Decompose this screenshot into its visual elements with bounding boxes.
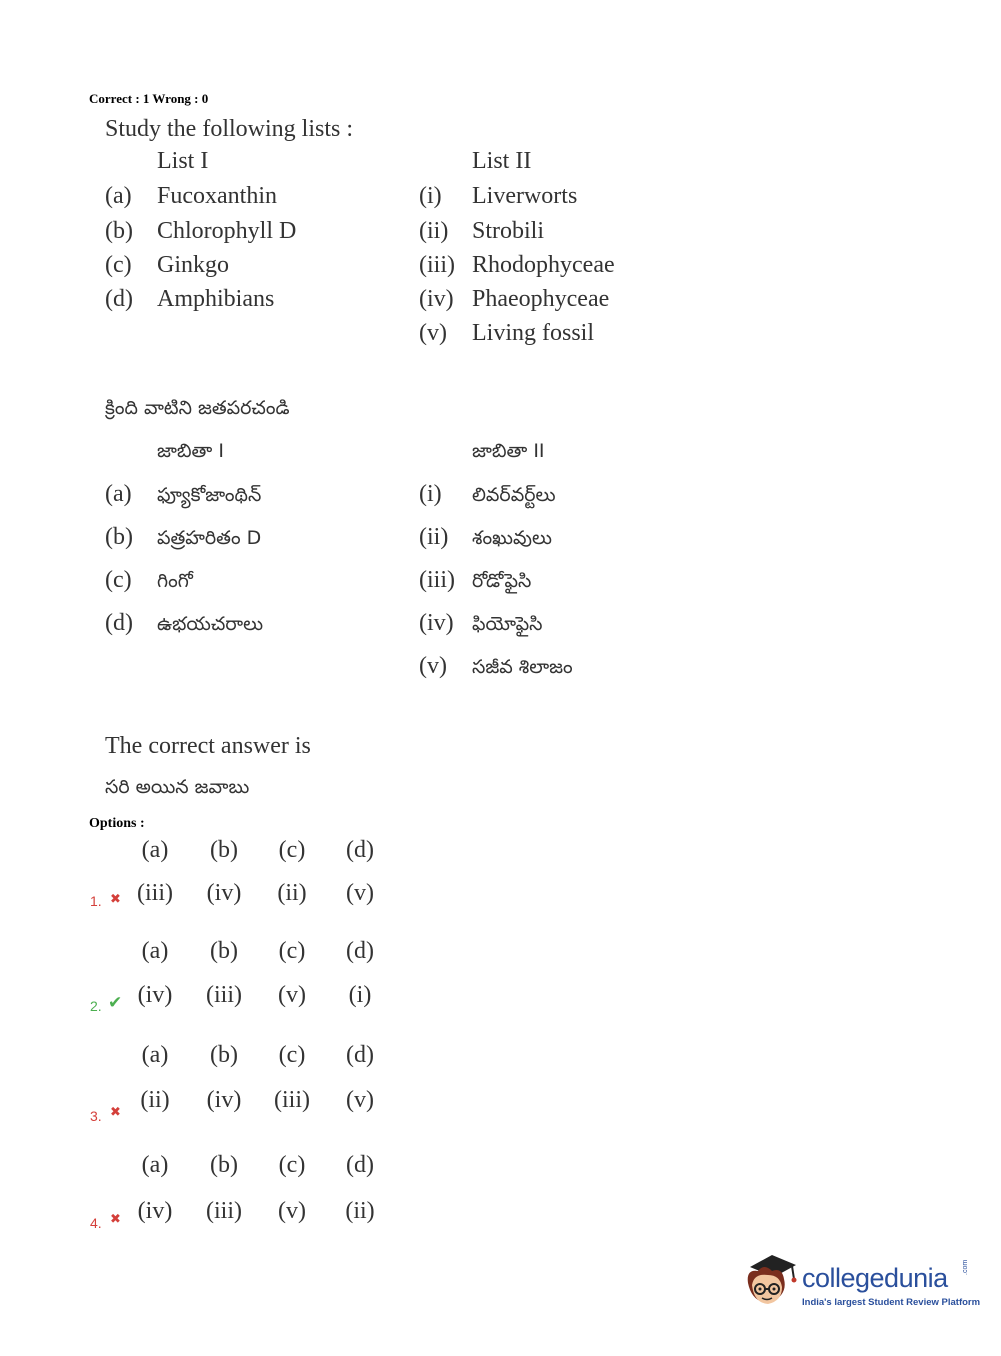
- option-value: (iii): [206, 1198, 242, 1224]
- list1-item: Ginkgo: [157, 252, 229, 278]
- list1-key: (a): [105, 183, 132, 209]
- list2-te-item: ఫియోఫైసి: [472, 613, 543, 635]
- option-header: (a): [141, 1152, 169, 1178]
- option-value: (v): [346, 880, 374, 906]
- option-header: (a): [141, 1042, 169, 1068]
- list1-item: Fucoxanthin: [157, 183, 277, 209]
- option-number: 1.: [90, 893, 102, 909]
- list1-te-key: (b): [105, 524, 133, 550]
- list2-key: (v): [419, 320, 447, 346]
- option-value: (ii): [277, 880, 307, 906]
- list1-te-item: పత్రహరితం D: [157, 527, 262, 549]
- option-header: (d): [346, 1042, 374, 1068]
- list1-te-item: గింగో: [157, 570, 193, 592]
- answer-prompt-te: సరి అయిన జవాబు: [105, 776, 250, 798]
- option-header: (c): [278, 837, 306, 863]
- list1-header-te: జాబితా I: [157, 440, 224, 462]
- option-header: (c): [278, 1152, 306, 1178]
- option-header: (d): [346, 938, 374, 964]
- option-value: (iv): [206, 1087, 242, 1113]
- list1-key: (c): [105, 252, 132, 278]
- score-summary: Correct : 1 Wrong : 0: [89, 91, 209, 106]
- option-value: (iii): [206, 982, 242, 1008]
- list2-header-te: జాబితా II: [472, 440, 545, 462]
- list2-item: Liverworts: [472, 183, 578, 209]
- list2-header: List II: [472, 148, 532, 174]
- option-value: (iv): [137, 1198, 173, 1224]
- option-value: (v): [278, 982, 306, 1008]
- option-value: (iii): [274, 1087, 310, 1113]
- option-header: (d): [346, 837, 374, 863]
- list1-te-key: (a): [105, 481, 132, 507]
- option-header: (a): [141, 938, 169, 964]
- list1-header: List I: [157, 148, 209, 174]
- option-value: (v): [278, 1198, 306, 1224]
- list1-te-item: ఫ్యూకోజాంథిన్: [157, 484, 262, 506]
- question-text-te: క్రింది వాటిని జతపరచండి: [105, 397, 290, 419]
- list1-te-key: (d): [105, 610, 133, 636]
- options-label: Options :: [89, 816, 145, 831]
- option-number: 2.: [90, 998, 102, 1014]
- list1-te-key: (c): [105, 567, 132, 593]
- list2-key: (iv): [419, 286, 454, 312]
- list1-key: (b): [105, 218, 133, 244]
- wrong-mark-icon: ✖: [110, 1105, 121, 1120]
- option-header: (b): [210, 1152, 238, 1178]
- list2-te-item: శంఖువులు: [472, 527, 553, 549]
- list2-item: Phaeophyceae: [472, 286, 610, 312]
- option-value: (ii): [140, 1087, 170, 1113]
- list2-key: (iii): [419, 252, 455, 278]
- list2-item: Living fossil: [472, 320, 595, 346]
- answer-prompt-en: The correct answer is: [105, 733, 311, 759]
- list2-te-key: (i): [419, 481, 442, 507]
- list2-te-key: (v): [419, 653, 447, 679]
- list1-item: Chlorophyll D: [157, 218, 297, 244]
- check-mark-icon: ✔: [108, 993, 123, 1013]
- wrong-mark-icon: ✖: [110, 1212, 121, 1227]
- option-value: (iv): [206, 880, 242, 906]
- option-header: (c): [278, 1042, 306, 1068]
- option-header: (b): [210, 837, 238, 863]
- option-value: (i): [348, 982, 372, 1008]
- option-value: (ii): [345, 1198, 375, 1224]
- list2-item: Strobili: [472, 218, 545, 244]
- option-header: (b): [210, 1042, 238, 1068]
- list2-te-key: (iii): [419, 567, 455, 593]
- option-header: (d): [346, 1152, 374, 1178]
- list2-key: (i): [419, 183, 442, 209]
- option-header: (c): [278, 938, 306, 964]
- collegedunia-logo[interactable]: [742, 1249, 981, 1315]
- list2-te-item: సజీవ శిలాజం: [472, 656, 573, 678]
- option-number: 4.: [90, 1215, 102, 1231]
- list1-key: (d): [105, 286, 133, 312]
- list1-item: Amphibians: [157, 286, 275, 312]
- option-value: (iv): [137, 982, 173, 1008]
- list2-te-item: లివర్‌వర్ట్‌లు: [472, 484, 556, 506]
- wrong-mark-icon: ✖: [110, 892, 121, 907]
- logo-brand: collegedunia: [802, 1263, 948, 1293]
- mascot-icon: [742, 1249, 800, 1315]
- option-header: (a): [141, 837, 169, 863]
- option-number: 3.: [90, 1108, 102, 1124]
- list2-te-key: (ii): [419, 524, 449, 550]
- logo-suffix: .com: [962, 1259, 969, 1275]
- logo-tagline: India's largest Student Review Platform: [802, 1297, 981, 1308]
- option-value: (iii): [137, 880, 173, 906]
- list2-te-key: (iv): [419, 610, 454, 636]
- option-value: (v): [346, 1087, 374, 1113]
- option-header: (b): [210, 938, 238, 964]
- question-text-en: Study the following lists :: [105, 116, 354, 142]
- list2-key: (ii): [419, 218, 449, 244]
- list2-item: Rhodophyceae: [472, 252, 615, 278]
- list1-te-item: ఉభయచరాలు: [157, 613, 264, 635]
- list2-te-item: రోడోఫైసి: [472, 570, 532, 592]
